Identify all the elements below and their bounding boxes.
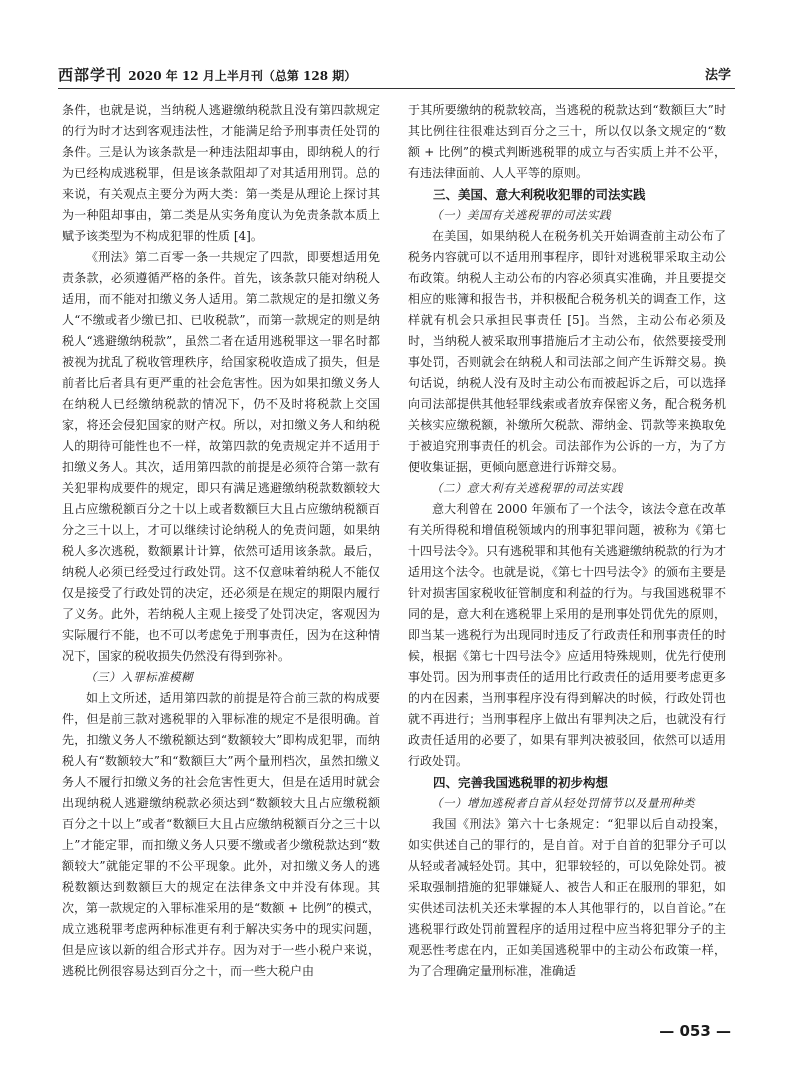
paragraph: 条件，也就是说，当纳税人逃避缴纳税款且没有第四款规定的行为时才达到客观违法性，才能满足给予刑事责任处罚的条件。三是认为该条款是一种违法阻却事由，即纳税人的行为已经构成逃税罪，但是该条款阻却了对其适用刑罚。总的来说，有关观点主要分为两大类：第一类是从理论上探讨其为一种阻却事由，第二类是从实务角度认为免责条款本质上赋予该类型为不构成犯罪的性质 [4]。 — [62, 103, 380, 243]
journal-info — [58, 64, 356, 85]
paragraph: 于其所要缴纳的税款较高，当逃税的税款达到“数额巨大”时其比例往往很难达到百分之三十，所以仅以条文规定的“数额 + 比例”的模式判断逃税罪的成立与否实质上并不公平，有违法律面前、人人平等的原则。 — [408, 103, 726, 180]
paragraph: 在美国，如果纳税人在税务机关开始调查前主动公布了税务内容就可以不适用刑事程序，即针对逃税罪采取主动公布政策。纳税人主动公布的内容必须真实准确，并且要提交相应的账簿和报告书，并积极配合税务机关的调查工作，这样就有机会只承担民事责任 [5]。当然，主动公布必须及时，当纳税人被采取刑事措施后才主动公布，依然要接受刑事处罚，否则就会在纳税人和司法部之间产生诉辩交易。换句话说，纳税人没有及时主动公布而被起诉之后，可以选择向司法部提供其他轻罪线索或者放弃保密义务，配合税务机关核实应缴税额，补缴所欠税款、滞纳金、罚款等来换取免于被追究刑事责任的机会。司法部作为公诉的一方，为了方便收集证据，更倾向愿意进行诉辩交易。 — [408, 229, 726, 474]
paragraph: 意大利曾在 2000 年颁布了一个法令，该法令意在改革有关所得税和增值税领域内的刑事犯罪问题，被称为《第七十四号法令》。只有逃税罪和其他有关逃避缴纳税款的行为才适用这个法令。也就是说，《第七十四号法令》的颁布主要是针对损害国家税收征管制度和利益的行为。与我国逃税罪不同的是，意大利在逃税罪上采用的是刑事处罚优先的原则，即当某一逃税行为出现同时违反了行政责任和刑事责任的时候，根据《第七十四号法令》应适用特殊规则，优先行使刑事处罚。因为刑事责任的适用比行政责任的适用要考虑更多的内在因素，当刑事程序没有得到解决的时候，行政处罚也就不再进行；当刑事程序上做出有罪判决之后，也就没有行政责任适用的必要了，如果有罪判决被驳回，依然可以适用行政处罚。 — [408, 502, 727, 768]
section-label: 法学 — [704, 68, 731, 83]
subsection-heading: （二）意大利有关逃税罪的司法实践 — [431, 481, 623, 495]
section-heading: 三、美国、意大利税收犯罪的司法实践 — [433, 187, 646, 202]
right-column — [408, 100, 726, 982]
paragraph: 我国《刑法》第六十七条规定：“犯罪以后自动投案，如实供述自己的罪行的，是自首。对于自首的犯罪分子可以从轻或者减轻处罚。其中，犯罪较轻的，可以免除处罚。被采取强制措施的犯罪嫌疑人、被告人和正在服刑的罪犯，如实供述司法机关还未掌握的本人其他罪行的，以自首论。”在逃税罪行政处罚前置程序的适用过程中应当将犯罪分子的主观恶性考虑在内，正如美国逃税罪中的主动公布政策一样，为了合理确定量刑标准，准确适 — [408, 817, 726, 978]
subsection-heading: （三）入罪标准模糊 — [85, 670, 193, 684]
issue-info: 2020 年 12 月上半月刊（总第 128 期） — [128, 69, 357, 83]
page-number: — 053 — — [659, 1022, 731, 1040]
running-header — [58, 58, 735, 89]
section-heading: 四、完善我国逃税罪的初步构想 — [433, 775, 609, 790]
subsection-heading: （一）增加逃税者自首从轻处罚情节以及量刑种类 — [431, 796, 695, 810]
paragraph: 《刑法》第二百零一条一共规定了四款，即要想适用免责条款，必须遵循严格的条件。首先，该条款只能对纳税人适用，而不能对扣缴义务人适用。第二款规定的是扣缴义务人“不缴或者少缴已扣、已收税款”，而第一款规定的则是纳税人“逃避缴纳税款”，虽然二者在适用逃税罪这一罪名时都被视为扰乱了税收管理秩序，给国家税收造成了损失，但是前者比后者具有更严重的社会危害性。因为如果扣缴义务人在纳税人已经缴纳税款的情况下，仍不及时将税款上交国家，将还会侵犯国家的财产权。所以，对扣缴义务人和纳税人的期待可能性也不一样，故第四款的免责规定并不适用于扣缴义务人。其次，适用第四款的前提是必须符合第一款有关犯罪构成要件的规定，即只有满足逃避缴纳税款数额较大且占应缴税额百分之十以上或者数额巨大且占应缴纳税额百分之三十以上，才可以继续讨论纳税人的免责问题，如果纳税人多次逃税，数额累计计算，依然可适用该条款。最后，纳税人必须已经受过行政处罚。这不仅意味着纳税人不能仅仅是接受了行政处罚的决定，还必须是在规定的期限内履行了义务。此外，若纳税人主观上接受了处罚决定，客观因为实际履行不能，也不可以考虑免于刑事责任，因为在这种情况下，国家的税收损失仍然没有得到弥补。 — [62, 250, 380, 663]
subsection-heading: （一）美国有关逃税罪的司法实践 — [431, 208, 611, 222]
paragraph: 如上文所述，适用第四款的前提是符合前三款的构成要件，但是前三款对逃税罪的入罪标准的规定不是很明确。首先，扣缴义务人不缴税额达到“数额较大”即构成犯罪，而纳税人有“数额较大”和“数额巨大”两个量刑档次，虽然扣缴义务人不履行扣缴义务的社会危害性更大，但是在适用时就会出现纳税人逃避缴纳税款必须达到“数额较大且占应缴税额百分之十以上”或者“数额巨大且占应缴纳税额百分之三十以上”才能定罪，而扣缴义务人只要不缴或者少缴税款达到“数额较大”就能定罪的不公平现象。此外，对扣缴义务人的逃税数额达到数额巨大的规定在法律条文中并没有体现。其次，第一款规定的入罪标准采用的是“数额 + 比例”的模式，成立逃税罪考虑两种标准更有利于解决实务中的现实问题，但是应该以新的组合形式并存。因为对于一些小税户来说，逃税比例很容易达到百分之十，而一些大税户由 — [62, 691, 380, 978]
left-column — [62, 100, 380, 982]
journal-logo: 西部学刊 — [58, 66, 123, 84]
